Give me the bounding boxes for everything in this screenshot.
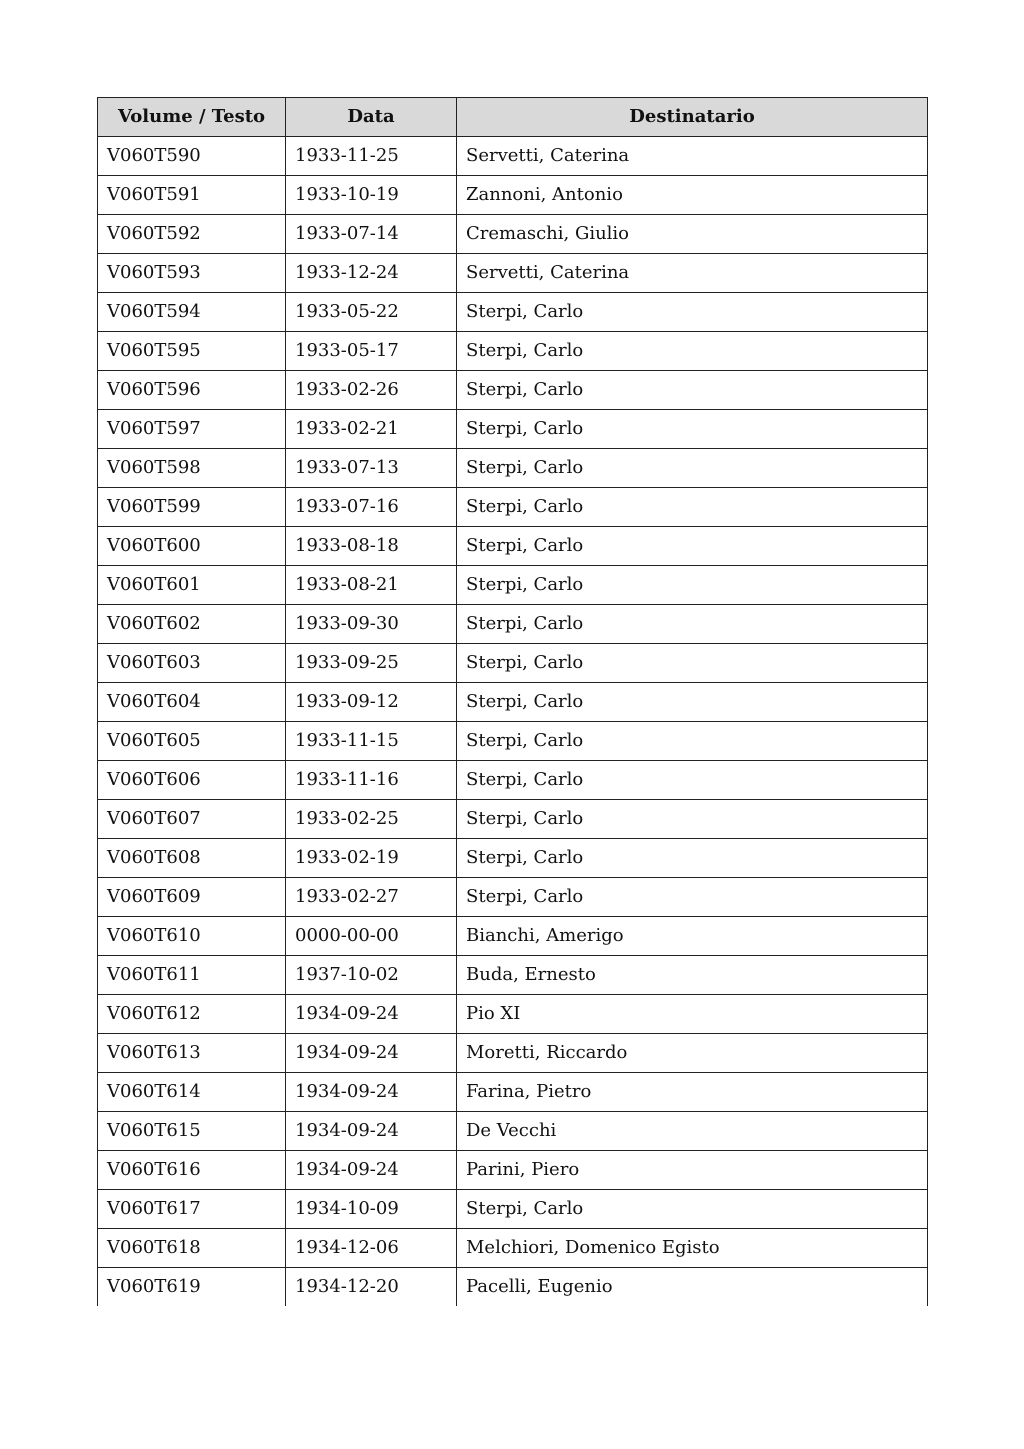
table-row <box>98 410 928 449</box>
cell-volume-testo: V060T615 <box>98 1112 286 1151</box>
cell-volume-testo: V060T612 <box>98 995 286 1034</box>
cell-data: 1933-12-24 <box>286 254 457 293</box>
cell-destinatario: Sterpi, Carlo <box>457 644 928 683</box>
cell-volume-testo: V060T617 <box>98 1190 286 1229</box>
table-row <box>98 293 928 332</box>
cell-destinatario: Sterpi, Carlo <box>457 449 928 488</box>
cell-destinatario: Sterpi, Carlo <box>457 1190 928 1229</box>
cell-volume-testo: V060T604 <box>98 683 286 722</box>
column-header-destinatario: Destinatario <box>457 98 928 137</box>
cell-data: 1933-08-18 <box>286 527 457 566</box>
cell-data: 1933-02-25 <box>286 800 457 839</box>
cell-volume-testo: V060T593 <box>98 254 286 293</box>
cell-volume-testo: V060T607 <box>98 800 286 839</box>
table-row <box>98 137 928 176</box>
cell-destinatario: Sterpi, Carlo <box>457 527 928 566</box>
cell-volume-testo: V060T619 <box>98 1268 286 1307</box>
table-row <box>98 1151 928 1190</box>
cell-data: 1933-05-17 <box>286 332 457 371</box>
cell-volume-testo: V060T608 <box>98 839 286 878</box>
cell-volume-testo: V060T609 <box>98 878 286 917</box>
cell-data: 0000-00-00 <box>286 917 457 956</box>
table-row <box>98 488 928 527</box>
table-header-row <box>98 98 928 137</box>
table-row <box>98 371 928 410</box>
table-body <box>98 137 928 1307</box>
table-row <box>98 761 928 800</box>
cell-volume-testo: V060T618 <box>98 1229 286 1268</box>
cell-data: 1933-02-26 <box>286 371 457 410</box>
cell-destinatario: Bianchi, Amerigo <box>457 917 928 956</box>
cell-data: 1933-09-25 <box>286 644 457 683</box>
cell-volume-testo: V060T616 <box>98 1151 286 1190</box>
cell-volume-testo: V060T602 <box>98 605 286 644</box>
column-header-data: Data <box>286 98 457 137</box>
cell-destinatario: Sterpi, Carlo <box>457 878 928 917</box>
cell-volume-testo: V060T601 <box>98 566 286 605</box>
cell-destinatario: Sterpi, Carlo <box>457 332 928 371</box>
table-row <box>98 878 928 917</box>
table-row <box>98 1268 928 1307</box>
table-row <box>98 449 928 488</box>
cell-data: 1933-02-27 <box>286 878 457 917</box>
cell-data: 1933-07-13 <box>286 449 457 488</box>
cell-destinatario: Moretti, Riccardo <box>457 1034 928 1073</box>
cell-destinatario: Cremaschi, Giulio <box>457 215 928 254</box>
cell-destinatario: Servetti, Caterina <box>457 254 928 293</box>
cell-data: 1934-12-20 <box>286 1268 457 1307</box>
cell-data: 1934-12-06 <box>286 1229 457 1268</box>
cell-data: 1934-09-24 <box>286 1151 457 1190</box>
cell-destinatario: De Vecchi <box>457 1112 928 1151</box>
table-row <box>98 332 928 371</box>
cell-data: 1933-02-19 <box>286 839 457 878</box>
table-row <box>98 956 928 995</box>
cell-volume-testo: V060T596 <box>98 371 286 410</box>
cell-volume-testo: V060T591 <box>98 176 286 215</box>
cell-destinatario: Sterpi, Carlo <box>457 605 928 644</box>
cell-destinatario: Sterpi, Carlo <box>457 293 928 332</box>
cell-destinatario: Pacelli, Eugenio <box>457 1268 928 1307</box>
cell-volume-testo: V060T605 <box>98 722 286 761</box>
cell-data: 1934-09-24 <box>286 1034 457 1073</box>
cell-data: 1933-09-12 <box>286 683 457 722</box>
cell-destinatario: Sterpi, Carlo <box>457 839 928 878</box>
cell-destinatario: Sterpi, Carlo <box>457 800 928 839</box>
cell-data: 1934-09-24 <box>286 1073 457 1112</box>
table-row <box>98 839 928 878</box>
cell-data: 1933-07-14 <box>286 215 457 254</box>
cell-volume-testo: V060T592 <box>98 215 286 254</box>
cell-destinatario: Sterpi, Carlo <box>457 683 928 722</box>
cell-data: 1937-10-02 <box>286 956 457 995</box>
cell-volume-testo: V060T603 <box>98 644 286 683</box>
cell-volume-testo: V060T611 <box>98 956 286 995</box>
cell-volume-testo: V060T595 <box>98 332 286 371</box>
cell-volume-testo: V060T597 <box>98 410 286 449</box>
table-row <box>98 566 928 605</box>
cell-data: 1933-11-16 <box>286 761 457 800</box>
table-row <box>98 176 928 215</box>
table-row <box>98 215 928 254</box>
cell-destinatario: Sterpi, Carlo <box>457 410 928 449</box>
cell-data: 1933-09-30 <box>286 605 457 644</box>
cell-volume-testo: V060T614 <box>98 1073 286 1112</box>
cell-destinatario: Servetti, Caterina <box>457 137 928 176</box>
cell-volume-testo: V060T600 <box>98 527 286 566</box>
table-row <box>98 995 928 1034</box>
table-row <box>98 722 928 761</box>
cell-destinatario: Sterpi, Carlo <box>457 488 928 527</box>
cell-data: 1933-05-22 <box>286 293 457 332</box>
cell-data: 1934-09-24 <box>286 995 457 1034</box>
cell-data: 1933-11-15 <box>286 722 457 761</box>
cell-data: 1933-08-21 <box>286 566 457 605</box>
cell-data: 1933-10-19 <box>286 176 457 215</box>
cell-destinatario: Sterpi, Carlo <box>457 761 928 800</box>
table-row <box>98 917 928 956</box>
cell-volume-testo: V060T606 <box>98 761 286 800</box>
table-row <box>98 1034 928 1073</box>
table-row <box>98 1112 928 1151</box>
table-row <box>98 1190 928 1229</box>
table-row <box>98 527 928 566</box>
cell-data: 1933-02-21 <box>286 410 457 449</box>
cell-volume-testo: V060T594 <box>98 293 286 332</box>
cell-destinatario: Sterpi, Carlo <box>457 722 928 761</box>
cell-destinatario: Melchiori, Domenico Egisto <box>457 1229 928 1268</box>
cell-volume-testo: V060T613 <box>98 1034 286 1073</box>
cell-data: 1934-09-24 <box>286 1112 457 1151</box>
table-row <box>98 254 928 293</box>
cell-destinatario: Pio XI <box>457 995 928 1034</box>
column-header-volume-testo: Volume / Testo <box>98 98 286 137</box>
cell-destinatario: Buda, Ernesto <box>457 956 928 995</box>
cell-volume-testo: V060T598 <box>98 449 286 488</box>
cell-volume-testo: V060T599 <box>98 488 286 527</box>
table-row <box>98 1073 928 1112</box>
cell-volume-testo: V060T610 <box>98 917 286 956</box>
cell-destinatario: Sterpi, Carlo <box>457 371 928 410</box>
table-row <box>98 683 928 722</box>
table-row <box>98 644 928 683</box>
cell-data: 1933-11-25 <box>286 137 457 176</box>
table-row <box>98 1229 928 1268</box>
cell-destinatario: Sterpi, Carlo <box>457 566 928 605</box>
table-row <box>98 605 928 644</box>
cell-data: 1934-10-09 <box>286 1190 457 1229</box>
cell-destinatario: Parini, Piero <box>457 1151 928 1190</box>
cell-destinatario: Zannoni, Antonio <box>457 176 928 215</box>
cell-destinatario: Farina, Pietro <box>457 1073 928 1112</box>
table-row <box>98 800 928 839</box>
cell-volume-testo: V060T590 <box>98 137 286 176</box>
cell-data: 1933-07-16 <box>286 488 457 527</box>
letters-table <box>97 97 928 1306</box>
